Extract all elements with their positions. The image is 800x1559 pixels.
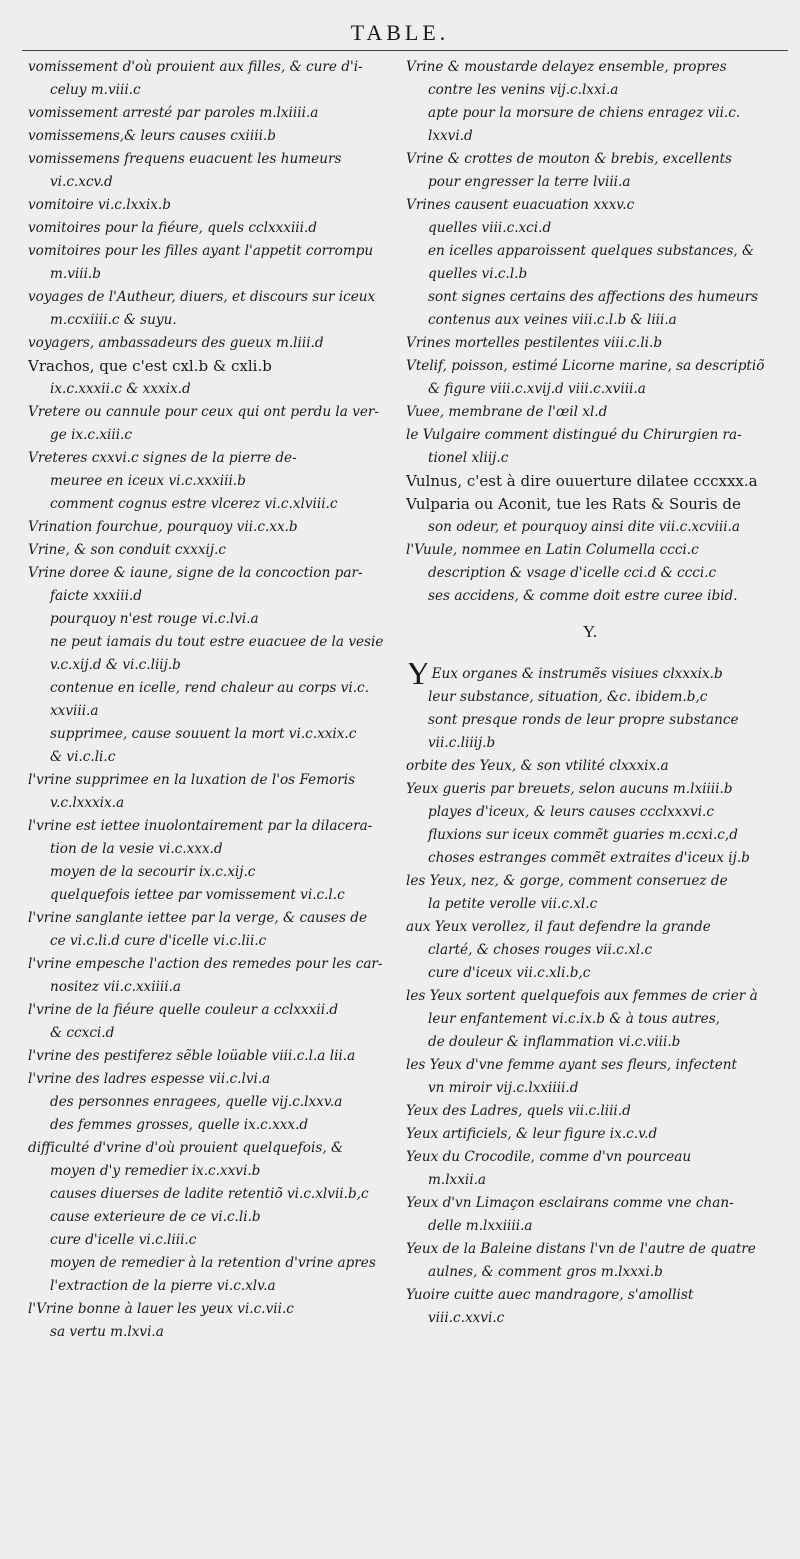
index-entry: aux Yeux verollez, il faut defendre la grande (406, 919, 711, 935)
index-entry: quelles vi.c.l.b (428, 266, 528, 282)
dropcap-entry-text: Eux organes & instrumẽs visiues clxxxix.b (431, 666, 723, 682)
index-entry: Vulnus, c'est à dire ouuerture dilatee cccxxx.a (406, 472, 758, 490)
index-entry: Vtelif, poisson, estimé Licorne marine, sa descriptiõ (406, 358, 765, 374)
index-entry: m.ccxiiii.c & suyu. (50, 312, 177, 328)
index-entry: sa vertu m.lxvi.a (50, 1324, 164, 1340)
index-entry: quelquefois iettee par vomissement vi.c.l.c (50, 887, 345, 903)
index-entry: moyen de la secourir ix.c.xij.c (50, 864, 256, 880)
index-entry: causes diuerses de ladite retentiõ vi.c.xlvii.b,c (50, 1186, 369, 1202)
index-entry: cure d'icelle vi.c.liii.c (50, 1232, 197, 1248)
index-entry: playes d'iceux, & leurs causes ccclxxxvi.c (428, 804, 714, 820)
index-entry: moyen de remedier à la retention d'vrine apres (50, 1255, 376, 1271)
index-entry: faicte xxxiii.d (50, 588, 142, 604)
index-entry: l'vrine est iettee inuolontairement par la dilacera- (28, 818, 373, 834)
index-entry: voyages de l'Autheur, diuers, et discours sur iceux (28, 289, 376, 305)
index-entry: sont signes certains des affections des humeurs (428, 289, 759, 305)
index-entry: l'vrine des ladres espesse vii.c.lvi.a (28, 1071, 271, 1087)
index-entry: ge ix.c.xiii.c (50, 427, 132, 443)
index-entry: m.lxxii.a (428, 1172, 487, 1188)
index-entry: lxxvi.d (428, 128, 473, 144)
index-entry: Vreteres cxxvi.c signes de la pierre de- (28, 450, 297, 466)
index-entry: des personnes enragees, quelle vij.c.lxxv.a (50, 1094, 343, 1110)
index-entry: voyagers, ambassadeurs des gueux m.liii.d (28, 335, 324, 351)
index-entry: vomissement arresté par paroles m.lxiiii.a (28, 105, 319, 121)
index-entry: Vrines causent euacuation xxxv.c (406, 197, 635, 213)
drop-cap: Y (406, 663, 431, 686)
index-entry: les Yeux d'vne femme ayant ses fleurs, infectent (406, 1057, 737, 1073)
index-entry: Vrines mortelles pestilentes viii.c.li.b (406, 335, 663, 351)
index-entry: & figure viii.c.xvij.d viii.c.xviii.a (428, 381, 646, 397)
index-entry: l'extraction de la pierre vi.c.xlv.a (50, 1278, 276, 1294)
header-rule (22, 50, 788, 51)
left-column (28, 56, 398, 1344)
index-entry: les Yeux, nez, & gorge, comment conseruez de (406, 873, 728, 889)
index-entry: ce vi.c.li.d cure d'icelle vi.c.lii.c (50, 933, 267, 949)
index-entry: Yeux artificiels, & leur figure ix.c.v.d (406, 1126, 658, 1142)
right-column (406, 56, 774, 1330)
index-entry: vi.c.xcv.d (50, 174, 113, 190)
index-entry: Vrine doree & iaune, signe de la concoction par- (28, 565, 363, 581)
index-entry: vn miroir vij.c.lxxiiii.d (428, 1080, 579, 1096)
index-entry: fluxions sur iceux commẽt guaries m.ccxi.c,d (428, 827, 738, 843)
index-entry: contre les venins vij.c.lxxi.a (428, 82, 619, 98)
index-entry: celuy m.viii.c (50, 82, 141, 98)
index-entry: pour engresser la terre lviii.a (428, 174, 631, 190)
index-entry: & ccxci.d (50, 1025, 115, 1041)
index-entry: xxviii.a (50, 703, 99, 719)
index-entry: & vi.c.li.c (50, 749, 116, 765)
page-title: TABLE. (350, 20, 450, 45)
index-entry: Vretere ou cannule pour ceux qui ont perdu la ver- (28, 404, 380, 420)
index-entry: difficulté d'vrine d'où prouient quelquefois, & (28, 1140, 344, 1156)
index-entry: leur enfantement vi.c.ix.b & à tous autres, (428, 1011, 720, 1027)
index-entry: vomissemens frequens euacuent les humeurs (28, 151, 342, 167)
index-entry: Yeux gueris par breuets, selon aucuns m.lxiiii.b (406, 781, 733, 797)
index-entry: comment cognus estre vlcerez vi.c.xlviii.c (50, 496, 338, 512)
index-entry: orbite des Yeux, & son vtilité clxxxix.a (406, 758, 669, 774)
index-entry: delle m.lxxiiii.a (428, 1218, 533, 1234)
index-entry: ne peut iamais du tout estre euacuee de la vesie (50, 634, 384, 650)
index-entry: cure d'iceux vii.c.xli.b,c (428, 965, 591, 981)
index-entry: l'vrine supprimee en la luxation de l'os Femoris (28, 772, 356, 788)
index-entry: clarté, & choses rouges vii.c.xl.c (428, 942, 653, 958)
index-entry: cause exterieure de ce vi.c.li.b (50, 1209, 261, 1225)
index-entry-dropcap (406, 663, 774, 686)
index-entry: leur substance, situation, &c. ibidem.b,c (428, 689, 708, 705)
index-entry: apte pour la morsure de chiens enragez vii.c. (428, 105, 741, 121)
index-entry: de douleur & inflammation vi.c.viii.b (428, 1034, 681, 1050)
letter-heading: Y. (582, 622, 598, 641)
index-entry: supprimee, cause souuent la mort vi.c.xxix.c (50, 726, 357, 742)
index-entry: moyen d'y remedier ix.c.xxvi.b (50, 1163, 261, 1179)
index-entry: contenue en icelle, rend chaleur au corps vi.c. (50, 680, 369, 696)
index-entry: quelles viii.c.xci.d (428, 220, 552, 236)
index-entry: vomissement d'où prouient aux filles, & cure d'i- (28, 59, 363, 75)
index-entry: ses accidens, & comme doit estre curee ibid. (428, 588, 738, 604)
index-entry: v.c.xij.d & vi.c.liij.b (50, 657, 181, 673)
index-entry: l'vrine sanglante iettee par la verge, & causes de (28, 910, 368, 926)
index-entry: Vrine, & son conduit cxxxij.c (28, 542, 227, 558)
index-entry: Vulparia ou Aconit, tue les Rats & Souris de (406, 495, 741, 513)
index-entry: Vrine & moustarde delayez ensemble, propres (406, 59, 727, 75)
index-entry: Vrination fourchue, pourquoy vii.c.xx.b (28, 519, 298, 535)
index-entry: l'vrine empesche l'action des remedes pour les car- (28, 956, 383, 972)
index-entry: v.c.lxxxix.a (50, 795, 125, 811)
index-entry: contenus aux veines viii.c.l.b & liii.a (428, 312, 677, 328)
index-entry: description & vsage d'icelle cci.d & ccci.c (428, 565, 717, 581)
index-entry: son odeur, et pourquoy ainsi dite vii.c.xcviii.a (428, 519, 740, 535)
index-entry: meuree en iceux vi.c.xxxiii.b (50, 473, 246, 489)
index-entry: sont presque ronds de leur propre substance (428, 712, 739, 728)
index-entry: Vrine & crottes de mouton & brebis, excellents (406, 151, 733, 167)
index-entry: Yeux de la Baleine distans l'vn de l'autre de quatre (406, 1241, 756, 1257)
index-entry: nositez vii.c.xxiiii.a (50, 979, 182, 995)
right-column-bottom (406, 686, 774, 1330)
index-entry: Yeux d'vn Limaçon esclairans comme vne chan- (406, 1195, 734, 1211)
index-entry: Yuoire cuitte auec mandragore, s'amollist (406, 1287, 694, 1303)
index-entry: tion de la vesie vi.c.xxx.d (50, 841, 223, 857)
index-entry: vomitoire vi.c.lxxix.b (28, 197, 171, 213)
index-entry: vii.c.liiij.b (428, 735, 496, 751)
index-entry: en icelles apparoissent quelques substances, & (428, 243, 755, 259)
index-entry: l'Vuule, nommee en Latin Columella ccci.c (406, 542, 699, 558)
index-entry: viii.c.xxvi.c (428, 1310, 505, 1326)
index-entry: le Vulgaire comment distingué du Chirurgien ra- (406, 427, 742, 443)
right-column-top (406, 56, 774, 608)
index-entry: des femmes grosses, quelle ix.c.xxx.d (50, 1117, 309, 1133)
index-entry: l'vrine de la fiéure quelle couleur a cclxxxii.d (28, 1002, 339, 1018)
index-entry: aulnes, & comment gros m.lxxxi.b (428, 1264, 663, 1280)
index-entry: m.viii.b (50, 266, 101, 282)
index-entry: l'Vrine bonne à lauer les yeux vi.c.vii.c (28, 1301, 294, 1317)
index-entry: la petite verolle vii.c.xl.c (428, 896, 598, 912)
index-entry: Yeux des Ladres, quels vii.c.liii.d (406, 1103, 631, 1119)
index-entry: ix.c.xxxii.c & xxxix.d (50, 381, 191, 397)
index-entry: vomissemens,& leurs causes cxiiii.b (28, 128, 276, 144)
index-entry: tionel xliij.c (428, 450, 509, 466)
index-entry: vomitoires pour les filles ayant l'appetit corrompu (28, 243, 374, 259)
index-entry: Vuee, membrane de l'œil xl.d (406, 404, 608, 420)
index-entry: l'vrine des pestiferez sẽble loüable viii.c.l.a lii.a (28, 1048, 356, 1064)
index-entry: Yeux du Crocodile, comme d'vn pourceau (406, 1149, 692, 1165)
index-entry: Vrachos, que c'est cxl.b & cxli.b (28, 357, 272, 375)
index-entry: vomitoires pour la fiéure, quels cclxxxiii.d (28, 220, 318, 236)
index-entry: les Yeux sortent quelquefois aux femmes de crier à (406, 988, 758, 1004)
index-entry: choses estranges commẽt extraites d'iceux ij.b (428, 850, 750, 866)
index-entry: pourquoy n'est rouge vi.c.lvi.a (50, 611, 259, 627)
